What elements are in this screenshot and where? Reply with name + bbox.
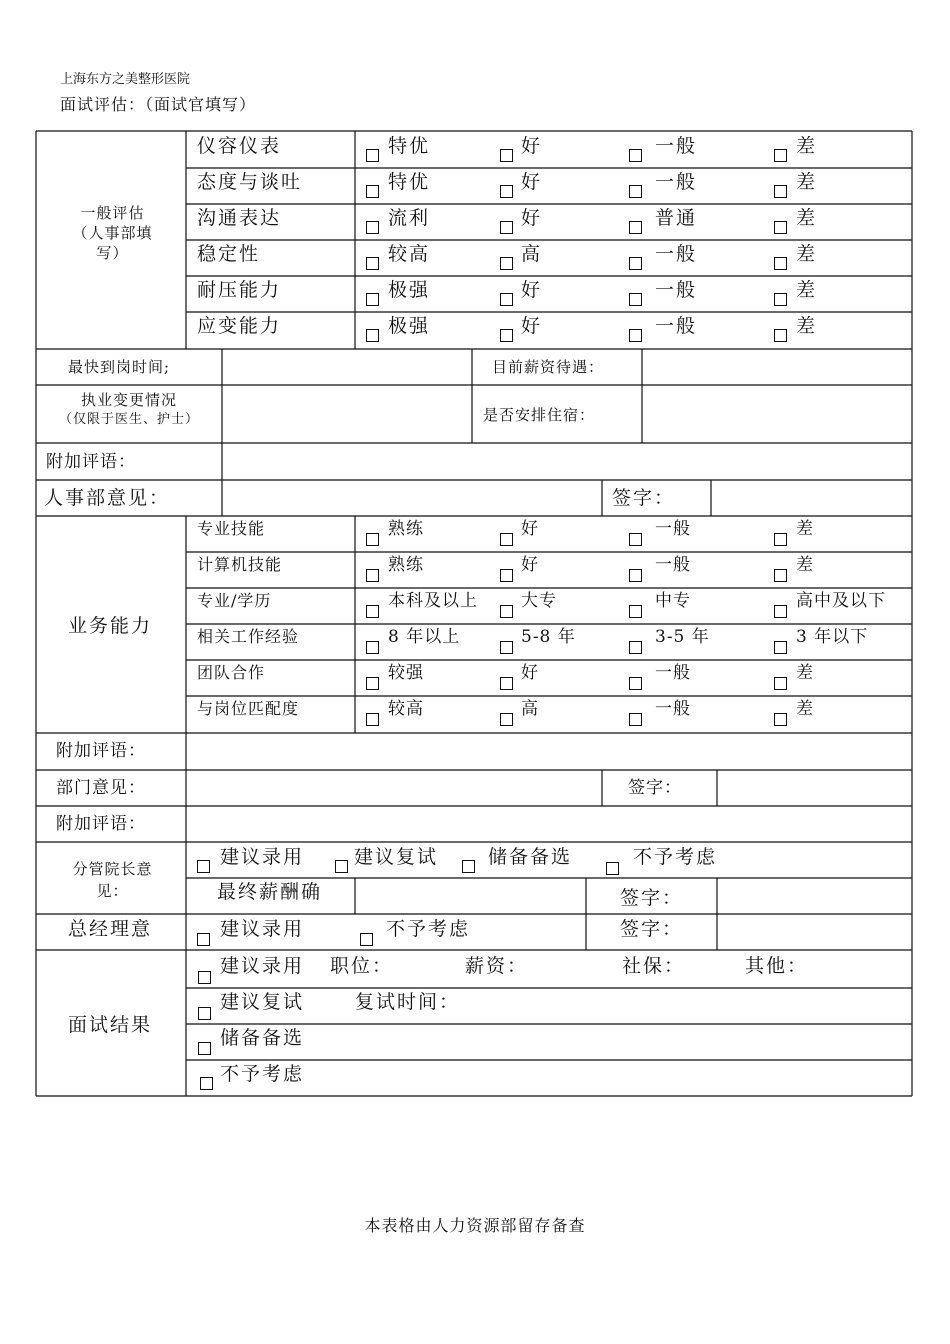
business-option-label: 高	[521, 699, 539, 719]
general-option-checkbox[interactable]	[500, 257, 513, 270]
business-option-label: 差	[796, 555, 814, 575]
business-option-checkbox[interactable]	[366, 713, 379, 726]
general-option-checkbox[interactable]	[774, 149, 787, 162]
comment-label-3: 附加评语：	[56, 814, 146, 834]
general-option-checkbox[interactable]	[774, 221, 787, 234]
business-option-checkbox[interactable]	[629, 677, 642, 690]
business-option-label: 较高	[388, 699, 424, 719]
vp-hire-label: 建议录用	[220, 846, 305, 868]
business-option-label: 中专	[655, 591, 691, 611]
general-option-checkbox[interactable]	[366, 185, 379, 198]
business-ability-label: 业务能力	[68, 615, 153, 637]
business-option-label: 一般	[655, 519, 691, 539]
general-option-checkbox[interactable]	[774, 185, 787, 198]
business-option-checkbox[interactable]	[500, 713, 513, 726]
gm-hire-checkbox[interactable]	[197, 933, 210, 946]
general-option-checkbox[interactable]	[500, 293, 513, 306]
general-option-checkbox[interactable]	[774, 329, 787, 342]
general-option-label: 差	[796, 207, 818, 229]
business-option-checkbox[interactable]	[500, 605, 513, 618]
general-option-label: 一般	[655, 279, 698, 301]
hospital-name: 上海东方之美整形医院	[60, 71, 191, 86]
business-item-label: 相关工作经验	[197, 627, 300, 646]
business-option-checkbox[interactable]	[629, 605, 642, 618]
general-option-checkbox[interactable]	[366, 221, 379, 234]
general-option-label: 差	[796, 243, 818, 265]
gm-hire-label: 建议录用	[220, 918, 305, 940]
general-option-label: 好	[521, 279, 543, 301]
dorm-label: 是否安排住宿：	[483, 406, 596, 424]
business-item-label: 计算机技能	[197, 555, 283, 574]
business-option-checkbox[interactable]	[774, 713, 787, 726]
business-option-label: 好	[521, 663, 539, 683]
business-option-checkbox[interactable]	[366, 605, 379, 618]
form-subtitle: 面试评估：（面试官填写）	[60, 95, 257, 114]
comment-label-1: 附加评语：	[46, 452, 136, 472]
business-option-label: 5-8 年	[521, 627, 576, 647]
comment-label-2: 附加评语：	[56, 741, 146, 761]
general-option-label: 极强	[388, 315, 431, 337]
position-label: 职位：	[330, 955, 394, 977]
business-option-checkbox[interactable]	[500, 677, 513, 690]
result-reserve-checkbox[interactable]	[198, 1042, 211, 1055]
general-item-label: 稳定性	[197, 243, 261, 265]
general-option-label: 好	[521, 171, 543, 193]
general-option-checkbox[interactable]	[629, 185, 642, 198]
business-option-checkbox[interactable]	[366, 641, 379, 654]
general-option-checkbox[interactable]	[500, 185, 513, 198]
vp-reserve-checkbox[interactable]	[462, 860, 475, 873]
final-salary-label: 最终薪酬确	[217, 881, 323, 903]
business-option-label: 熟练	[388, 555, 424, 575]
business-option-checkbox[interactable]	[774, 569, 787, 582]
general-option-label: 一般	[655, 315, 698, 337]
hr-sign-label: 签字：	[612, 487, 676, 509]
insurance-label: 社保：	[622, 955, 686, 977]
business-option-label: 8 年以上	[388, 627, 461, 647]
vp-sign-label: 签字：	[620, 887, 684, 909]
business-option-label: 好	[521, 519, 539, 539]
business-option-label: 差	[796, 663, 814, 683]
business-option-label: 高中及以下	[796, 591, 886, 611]
general-option-label: 好	[521, 135, 543, 157]
business-option-label: 本科及以上	[388, 591, 478, 611]
general-item-label: 应变能力	[197, 315, 282, 337]
general-option-checkbox[interactable]	[629, 221, 642, 234]
hr-opinion-label: 人事部意见：	[44, 487, 171, 509]
general-option-checkbox[interactable]	[500, 329, 513, 342]
arrival-time-label: 最快到岗时间;	[68, 358, 171, 376]
business-item-label: 专业技能	[197, 519, 266, 538]
business-option-checkbox[interactable]	[500, 641, 513, 654]
general-option-checkbox[interactable]	[629, 293, 642, 306]
business-item-label: 与岗位匹配度	[197, 699, 300, 718]
general-option-checkbox[interactable]	[774, 257, 787, 270]
general-option-label: 极强	[388, 279, 431, 301]
general-item-label: 耐压能力	[197, 279, 282, 301]
vp-opinion-label: 分管院长意 见：	[72, 860, 153, 900]
business-option-label: 熟练	[388, 519, 424, 539]
general-option-checkbox[interactable]	[500, 221, 513, 234]
general-option-label: 流利	[388, 207, 431, 229]
result-reexam-checkbox[interactable]	[198, 1007, 211, 1020]
business-option-label: 一般	[655, 555, 691, 575]
general-option-label: 好	[521, 315, 543, 337]
general-option-label: 较高	[388, 243, 431, 265]
general-option-checkbox[interactable]	[366, 257, 379, 270]
pay-label: 薪资：	[465, 955, 529, 977]
gm-sign-label: 签字：	[620, 918, 684, 940]
reexam-time-label: 复试时间：	[355, 991, 461, 1013]
other-label: 其他：	[745, 955, 809, 977]
business-option-checkbox[interactable]	[629, 641, 642, 654]
gm-reject-checkbox[interactable]	[360, 933, 373, 946]
business-option-checkbox[interactable]	[774, 641, 787, 654]
business-option-checkbox[interactable]	[774, 605, 787, 618]
business-option-checkbox[interactable]	[629, 569, 642, 582]
vp-reject-label: 不予考虑	[633, 846, 718, 868]
business-option-label: 3-5 年	[655, 627, 710, 647]
result-reject-label: 不予考虑	[220, 1063, 305, 1085]
general-option-label: 特优	[388, 171, 431, 193]
general-item-label: 态度与谈吐	[197, 171, 303, 193]
general-option-checkbox[interactable]	[366, 329, 379, 342]
business-option-label: 差	[796, 519, 814, 539]
result-reserve-label: 储备备选	[220, 1027, 305, 1049]
general-option-label: 差	[796, 171, 818, 193]
general-option-checkbox[interactable]	[500, 149, 513, 162]
result-reject-checkbox[interactable]	[200, 1077, 213, 1090]
dept-opinion-label: 部门意见：	[56, 778, 146, 798]
business-option-checkbox[interactable]	[774, 533, 787, 546]
gm-reject-label: 不予考虑	[386, 918, 471, 940]
license-change-label: 执业变更情况 （仅限于医生、护士）	[58, 391, 199, 427]
business-option-label: 差	[796, 699, 814, 719]
general-option-label: 一般	[655, 135, 698, 157]
business-item-label: 团队合作	[197, 663, 266, 682]
vp-hire-checkbox[interactable]	[197, 860, 210, 873]
general-option-checkbox[interactable]	[629, 329, 642, 342]
business-option-checkbox[interactable]	[366, 533, 379, 546]
general-option-label: 差	[796, 279, 818, 301]
business-option-checkbox[interactable]	[500, 533, 513, 546]
footer-note: 本表格由人力资源部留存备查	[364, 1216, 586, 1235]
vp-reexam-checkbox[interactable]	[335, 860, 348, 873]
business-item-label: 专业/学历	[197, 591, 272, 610]
current-salary-label: 目前薪资待遇：	[492, 358, 605, 376]
general-option-checkbox[interactable]	[366, 293, 379, 306]
general-option-label: 差	[796, 315, 818, 337]
business-option-checkbox[interactable]	[366, 677, 379, 690]
general-option-label: 高	[521, 243, 543, 265]
general-eval-label: 一般评估 （人事部填 写）	[72, 204, 153, 262]
interview-result-label: 面试结果	[68, 1014, 153, 1036]
general-option-checkbox[interactable]	[366, 149, 379, 162]
business-option-checkbox[interactable]	[366, 569, 379, 582]
business-option-checkbox[interactable]	[629, 533, 642, 546]
general-option-checkbox[interactable]	[774, 293, 787, 306]
business-option-checkbox[interactable]	[774, 677, 787, 690]
business-option-label: 一般	[655, 663, 691, 683]
dept-sign-label: 签字：	[628, 778, 682, 798]
general-option-label: 差	[796, 135, 818, 157]
general-option-label: 好	[521, 207, 543, 229]
general-option-checkbox[interactable]	[629, 257, 642, 270]
general-option-label: 普通	[655, 207, 698, 229]
vp-reexam-label: 建议复试	[354, 846, 439, 868]
business-option-checkbox[interactable]	[629, 713, 642, 726]
general-option-checkbox[interactable]	[629, 149, 642, 162]
general-option-label: 特优	[388, 135, 431, 157]
result-hire-checkbox[interactable]	[198, 971, 211, 984]
general-item-label: 仪容仪表	[197, 135, 282, 157]
general-option-label: 一般	[655, 171, 698, 193]
business-option-label: 大专	[521, 591, 557, 611]
business-option-label: 较强	[388, 663, 424, 683]
gm-opinion-label: 总经理意	[68, 918, 153, 940]
business-option-checkbox[interactable]	[500, 569, 513, 582]
vp-reject-checkbox[interactable]	[606, 862, 619, 875]
business-option-label: 一般	[655, 699, 691, 719]
result-hire-label: 建议录用	[220, 955, 305, 977]
business-option-label: 3 年以下	[796, 627, 869, 647]
result-reexam-label: 建议复试	[220, 991, 305, 1013]
general-item-label: 沟通表达	[197, 207, 282, 229]
business-option-label: 好	[521, 555, 539, 575]
general-option-label: 一般	[655, 243, 698, 265]
vp-reserve-label: 储备备选	[488, 846, 573, 868]
